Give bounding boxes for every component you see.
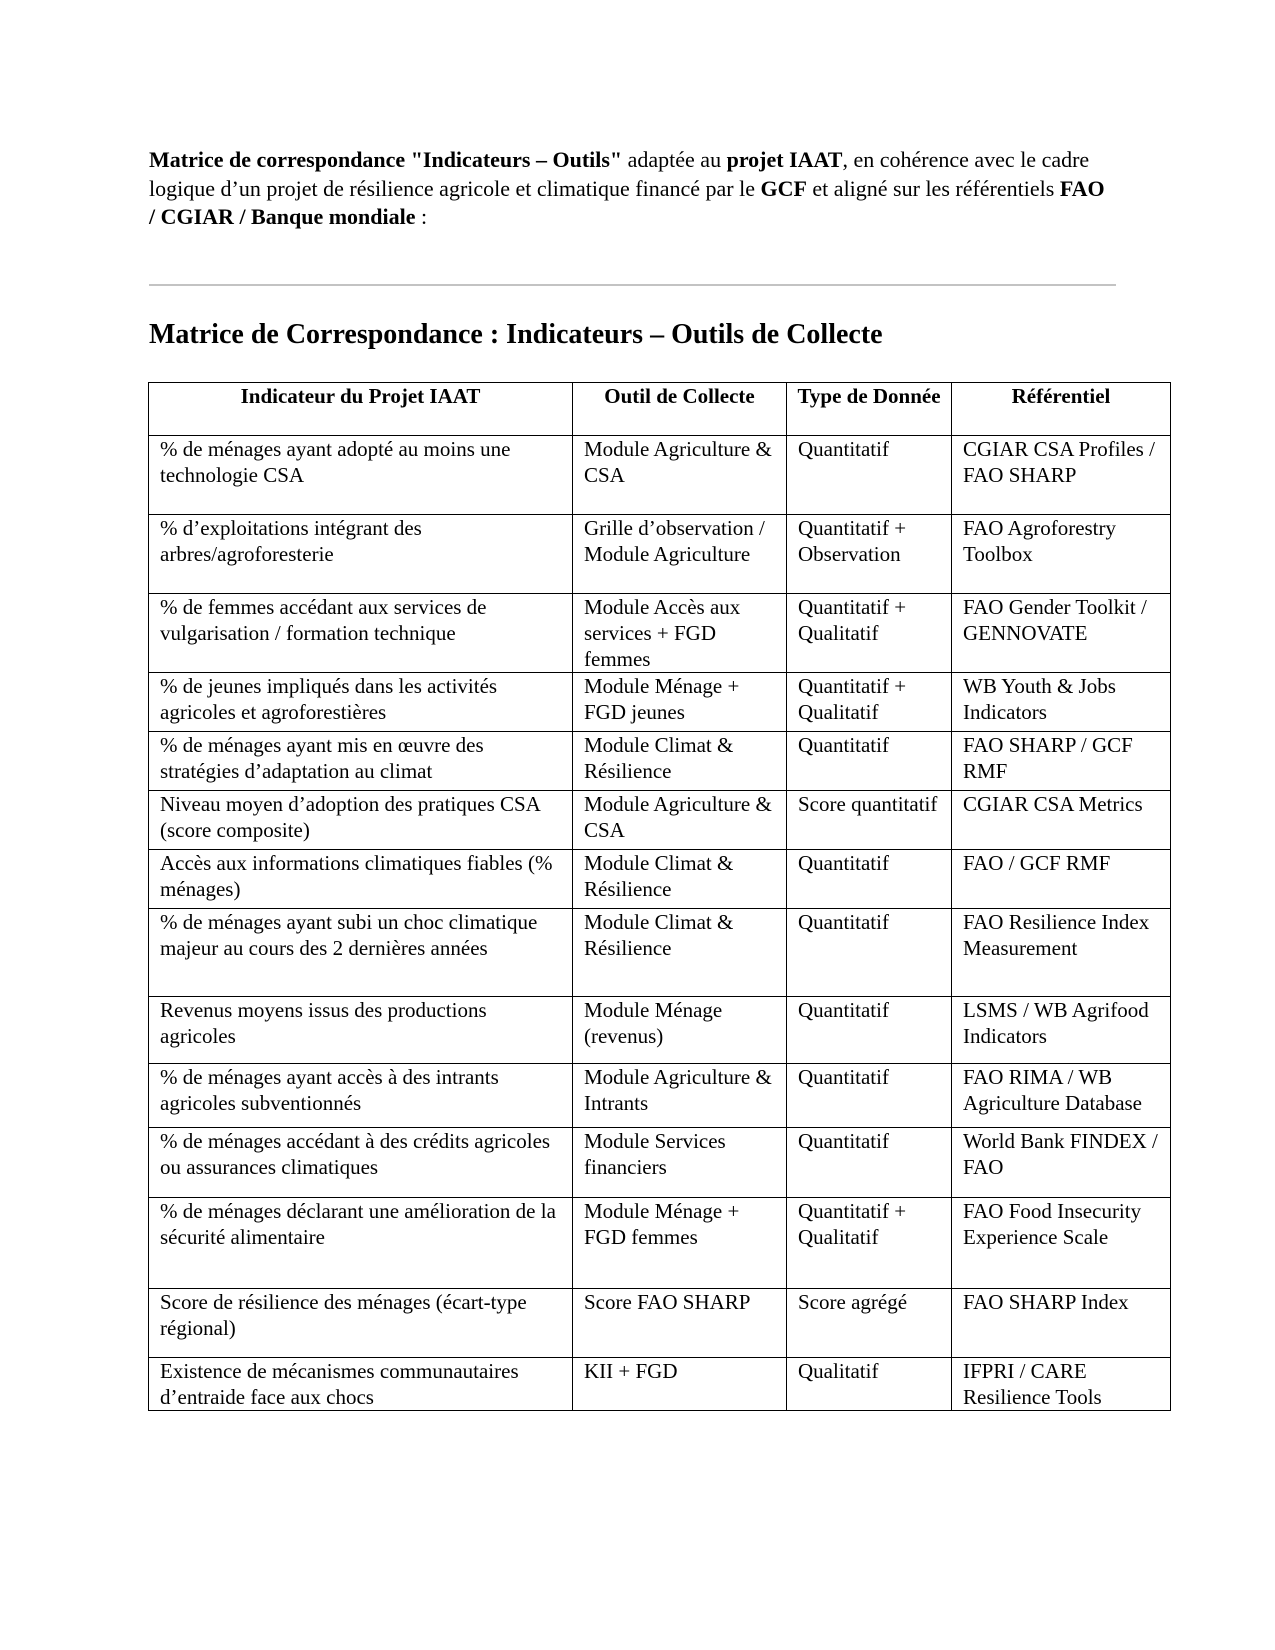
cell-referentiel: FAO SHARP / GCF RMF [952, 732, 1171, 791]
cell-outil: Grille d’observation / Module Agriculture [573, 515, 787, 594]
cell-referentiel: FAO SHARP Index [952, 1289, 1171, 1358]
intro-text-4: : [415, 204, 428, 229]
cell-referentiel: FAO Resilience Index Measurement [952, 909, 1171, 997]
cell-outil: Module Climat & Résilience [573, 909, 787, 997]
cell-type: Quantitatif [787, 909, 952, 997]
table-row [149, 1064, 1171, 1128]
cell-referentiel: IFPRI / CARE Resilience Tools [952, 1358, 1171, 1411]
table-row [149, 791, 1171, 850]
cell-outil: KII + FGD [573, 1358, 787, 1411]
header-referentiel: Référentiel [952, 383, 1171, 436]
intro-bold-matrix: Matrice de correspondance "Indicateurs – Outils" [149, 147, 623, 172]
header-type: Type de Donnée [787, 383, 952, 436]
cell-indicateur: % de jeunes impliqués dans les activités agricoles et agroforestières [149, 673, 573, 732]
table-row [149, 1128, 1171, 1198]
cell-outil: Module Accès aux services + FGD femmes [573, 594, 787, 673]
cell-type: Quantitatif [787, 1064, 952, 1128]
cell-referentiel: FAO / GCF RMF [952, 850, 1171, 909]
cell-referentiel: World Bank FINDEX / FAO [952, 1128, 1171, 1198]
cell-indicateur: % de ménages accédant à des crédits agricoles ou assurances climatiques [149, 1128, 573, 1198]
cell-type: Score quantitatif [787, 791, 952, 850]
cell-indicateur: Niveau moyen d’adoption des pratiques CSA (score composite) [149, 791, 573, 850]
intro-bold-gcf: GCF [760, 175, 807, 201]
cell-outil: Score FAO SHARP [573, 1289, 787, 1358]
cell-indicateur: Existence de mécanismes communautaires d’entraide face aux chocs [149, 1358, 573, 1411]
cell-type: Quantitatif [787, 1128, 952, 1198]
cell-referentiel: CGIAR CSA Profiles / FAO SHARP [952, 436, 1171, 515]
cell-outil: Module Climat & Résilience [573, 850, 787, 909]
header-indicateur: Indicateur du Projet IAAT [149, 383, 573, 436]
cell-referentiel: FAO Agroforestry Toolbox [952, 515, 1171, 594]
intro-paragraph [149, 146, 1109, 232]
cell-type: Score agrégé [787, 1289, 952, 1358]
section-heading: Matrice de Correspondance : Indicateurs – Outils de Collecte [149, 319, 883, 350]
indicator-matrix-table [148, 382, 1171, 1411]
cell-type: Quantitatif + Qualitatif [787, 1198, 952, 1289]
header-outil: Outil de Collecte [573, 383, 787, 436]
cell-type: Quantitatif [787, 997, 952, 1064]
cell-type: Quantitatif [787, 436, 952, 515]
cell-indicateur: % de ménages ayant subi un choc climatique majeur au cours des 2 dernières années [149, 909, 573, 997]
intro-text-3: et aligné sur les référentiels [806, 175, 1060, 201]
cell-indicateur: % de ménages déclarant une amélioration de la sécurité alimentaire [149, 1198, 573, 1289]
cell-indicateur: Accès aux informations climatiques fiables (% ménages) [149, 850, 573, 909]
cell-referentiel: CGIAR CSA Metrics [952, 791, 1171, 850]
cell-indicateur: % de ménages ayant accès à des intrants agricoles subventionnés [149, 1064, 573, 1128]
cell-indicateur: % de ménages ayant adopté au moins une technologie CSA [149, 436, 573, 515]
cell-outil: Module Agriculture & Intrants [573, 1064, 787, 1128]
intro-bold-refs: FAO / CGIAR / Banque mondiale [149, 175, 1105, 229]
cell-type: Qualitatif [787, 1358, 952, 1411]
table-row [149, 850, 1171, 909]
table-row [149, 436, 1171, 515]
cell-outil: Module Ménage + FGD jeunes [573, 673, 787, 732]
cell-indicateur: Revenus moyens issus des productions agricoles [149, 997, 573, 1064]
cell-indicateur: Score de résilience des ménages (écart-type régional) [149, 1289, 573, 1358]
cell-referentiel: FAO Gender Toolkit / GENNOVATE [952, 594, 1171, 673]
cell-indicateur: % de ménages ayant mis en œuvre des stratégies d’adaptation au climat [149, 732, 573, 791]
cell-outil: Module Services financiers [573, 1128, 787, 1198]
cell-referentiel: FAO RIMA / WB Agriculture Database [952, 1064, 1171, 1128]
table-row [149, 515, 1171, 594]
table-row [149, 1358, 1171, 1411]
cell-outil: Module Agriculture & CSA [573, 791, 787, 850]
table-row [149, 594, 1171, 673]
cell-type: Quantitatif [787, 732, 952, 791]
cell-referentiel: WB Youth & Jobs Indicators [952, 673, 1171, 732]
cell-indicateur: % de femmes accédant aux services de vulgarisation / formation technique [149, 594, 573, 673]
table-row [149, 997, 1171, 1064]
cell-outil: Module Climat & Résilience [573, 732, 787, 791]
table-header-row [149, 383, 1171, 436]
table-row [149, 909, 1171, 997]
table-row [149, 732, 1171, 791]
table-row [149, 673, 1171, 732]
cell-outil: Module Ménage + FGD femmes [573, 1198, 787, 1289]
cell-type: Quantitatif + Qualitatif [787, 673, 952, 732]
cell-outil: Module Agriculture & CSA [573, 436, 787, 515]
intro-text-2: , en cohérence avec le cadre logique d’un projet de résilience agricole et climatique financé par le [149, 147, 1090, 201]
cell-type: Quantitatif + Observation [787, 515, 952, 594]
cell-type: Quantitatif + Qualitatif [787, 594, 952, 673]
cell-outil: Module Ménage (revenus) [573, 997, 787, 1064]
horizontal-rule [149, 284, 1116, 286]
intro-bold-project: projet IAAT [726, 147, 843, 172]
cell-referentiel: FAO Food Insecurity Experience Scale [952, 1198, 1171, 1289]
table-row [149, 1289, 1171, 1358]
intro-text-1: adaptée au [622, 147, 727, 172]
cell-referentiel: LSMS / WB Agrifood Indicators [952, 997, 1171, 1064]
cell-type: Quantitatif [787, 850, 952, 909]
cell-indicateur: % d’exploitations intégrant des arbres/agroforesterie [149, 515, 573, 594]
table-row [149, 1198, 1171, 1289]
